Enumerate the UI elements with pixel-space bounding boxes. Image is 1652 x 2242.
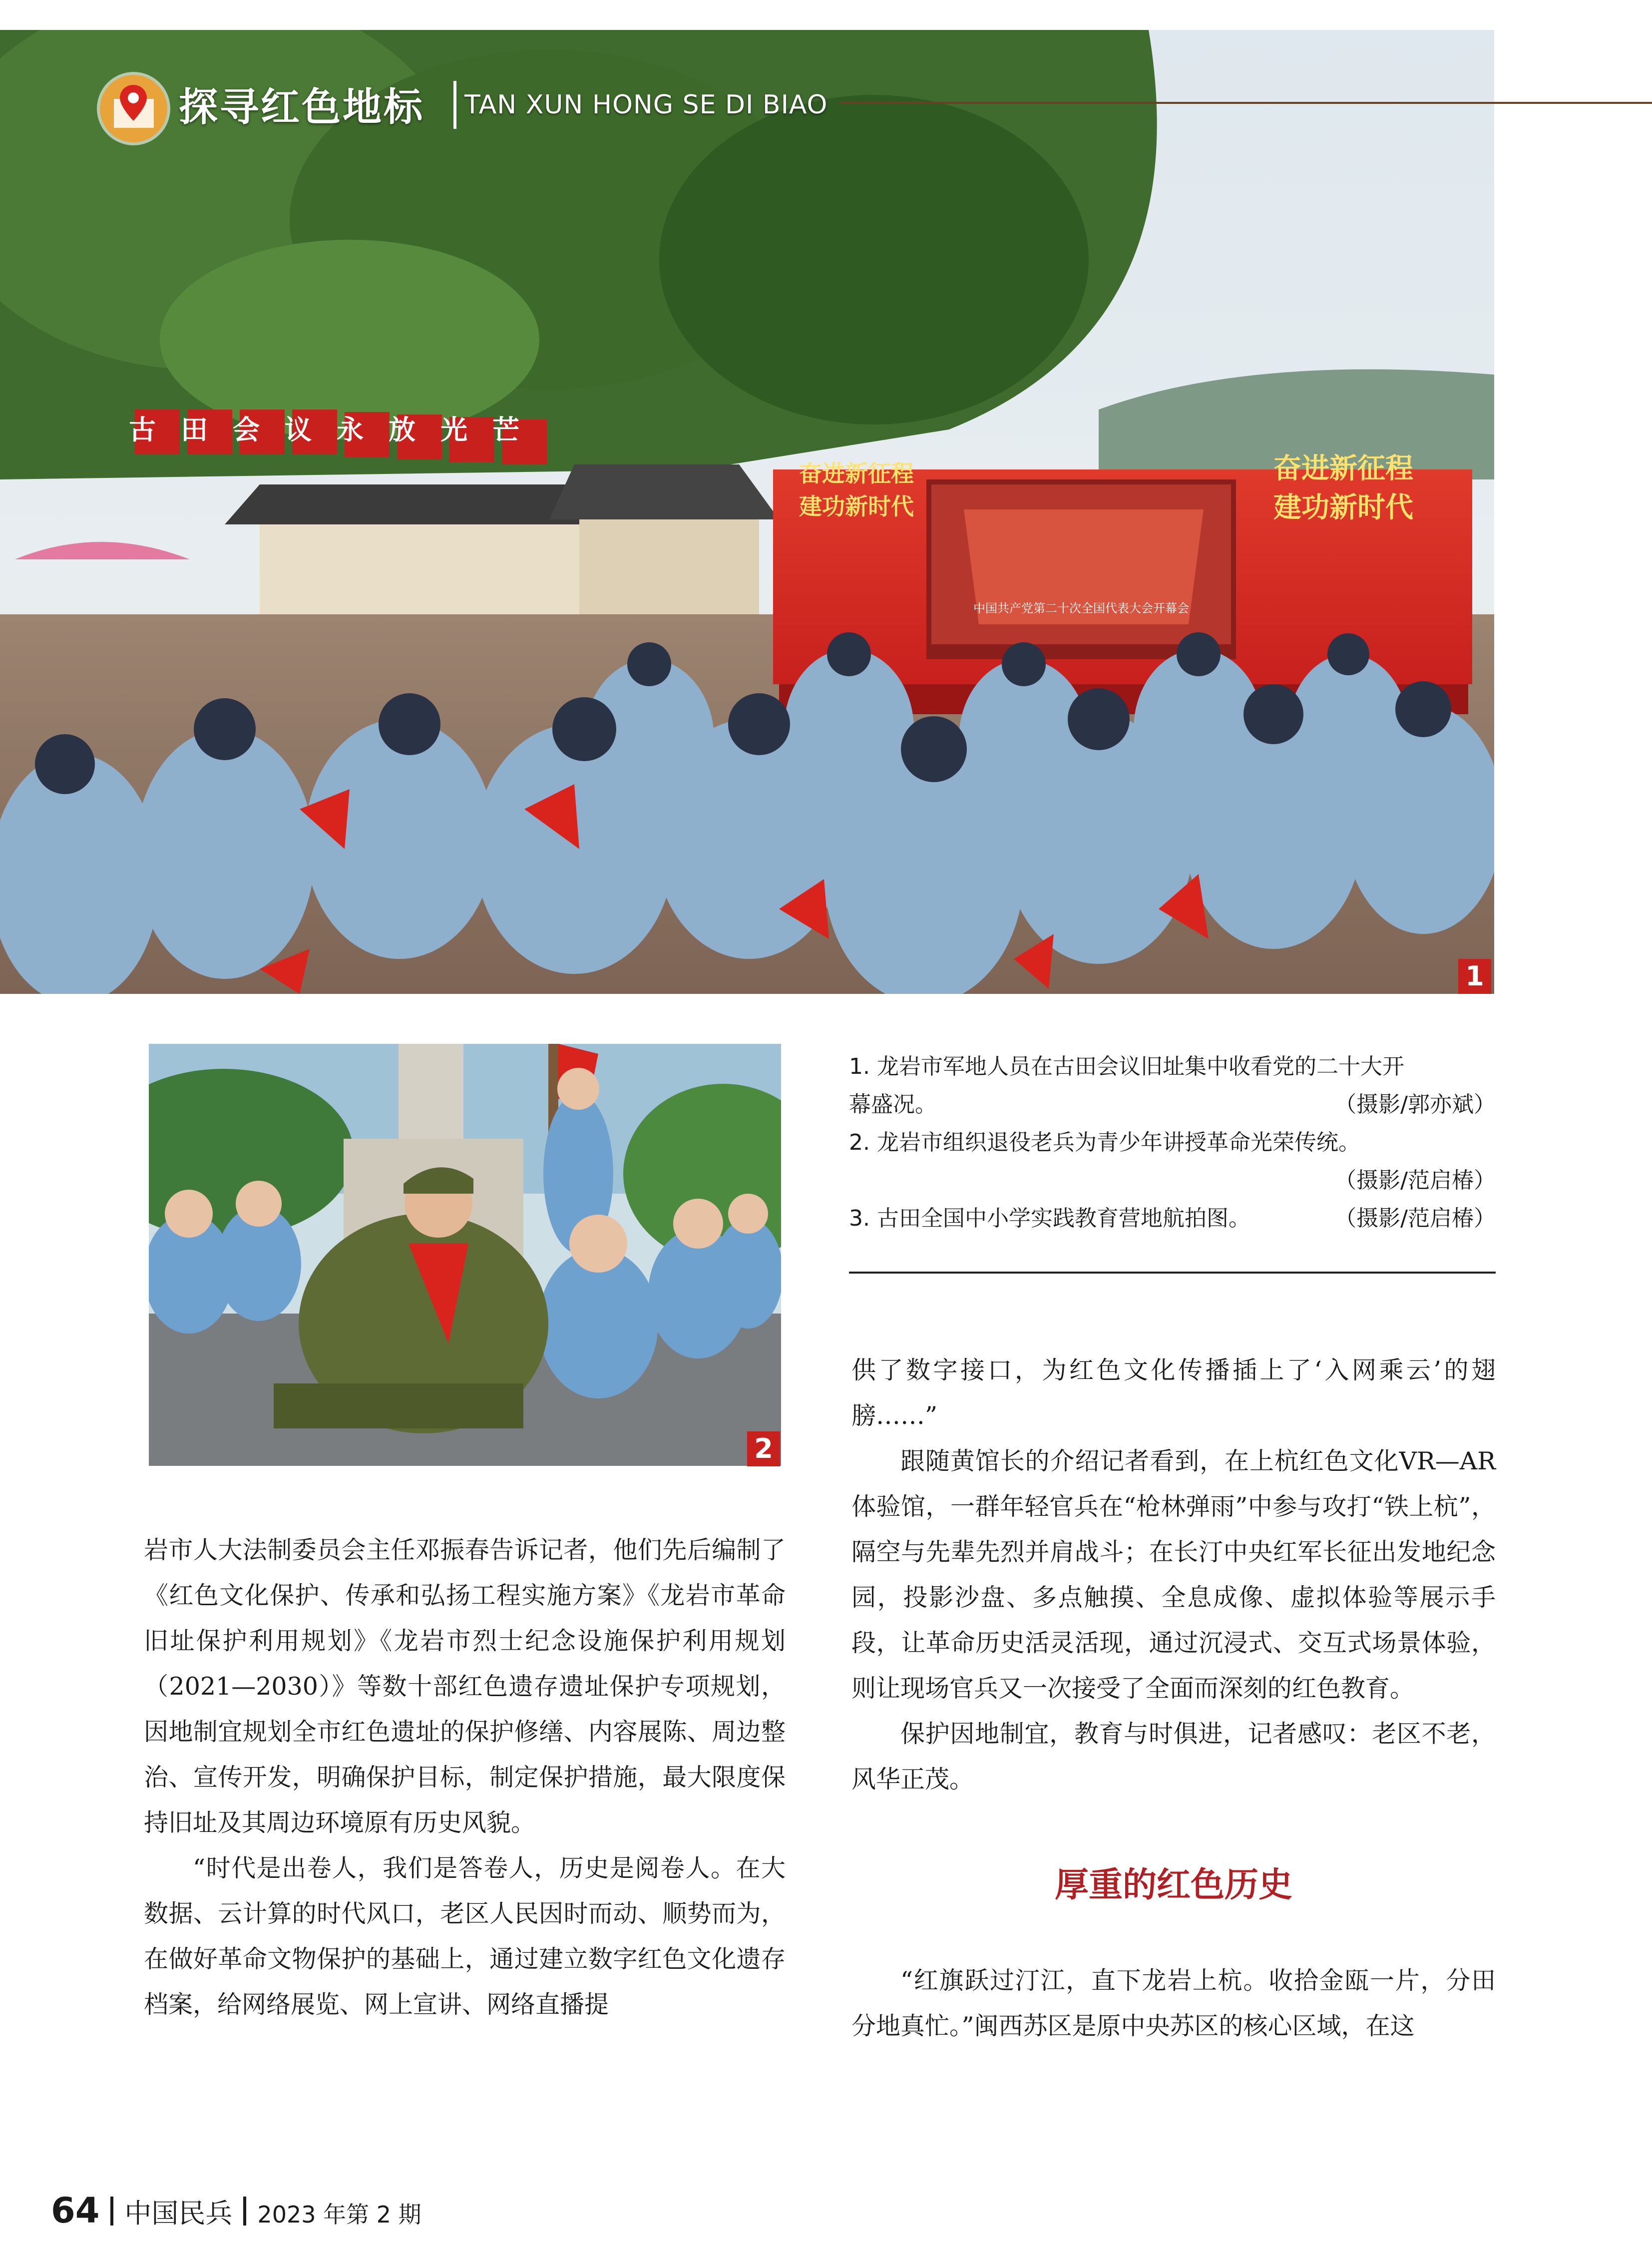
body-paragraph: 跟随黄馆长的介绍记者看到，在上杭红色文化VR—AR体验馆，一群年轻官兵在“枪林弹雨”中参与攻打“铁上杭”，隔空与先辈先烈并肩战斗；在长汀中央红军长征出发地纪念园，投影沙盘、多点触摸、全息成像、虚拟体验等展示手段，让革命历史活灵活现，通过沉浸式、交互式场景体验，则让现场官兵又一次接受了全面而深刻的红色教育。 — [851, 1447, 1496, 1703]
section-subheading: 厚重的红色历史 — [1054, 1865, 1292, 1905]
footer-divider — [110, 2197, 113, 2226]
title-divider — [453, 81, 456, 129]
screen-caption: 中国共产党第二十次全国代表大会开幕会 — [973, 601, 1189, 615]
body-column-right — [851, 1347, 1496, 1802]
body-column-left — [144, 1527, 786, 2027]
caption-1-credit: （摄影/郭亦斌） — [1334, 1092, 1496, 1117]
screen-slogan-right — [1258, 449, 1428, 527]
body-column-right-continued — [851, 1958, 1496, 2049]
screen-slogan-left — [792, 457, 921, 523]
body-paragraph: 供了数字接口，为红色文化传播插上了‘入网乘云’的翅膀……” — [851, 1356, 1496, 1430]
caption-rule — [849, 1272, 1496, 1274]
screen-slogan-left-line2: 建功新时代 — [799, 493, 914, 520]
body-paragraph: “红旗跃过汀江，直下龙岩上杭。收拾金瓯一片，分田分地真忙。”闽西苏区是原中央苏区的核心区域，在这 — [851, 1966, 1496, 2040]
header-rule — [839, 102, 1652, 104]
screen-slogan-right-line2: 建功新时代 — [1273, 491, 1413, 524]
magazine-name: 中国民兵 — [124, 2198, 233, 2229]
map-pin-icon — [100, 75, 167, 142]
caption-1-line1: 1. 龙岩市军地人员在古田会议旧址集中收看党的二十大开 — [849, 1054, 1404, 1079]
caption-3-credit: （摄影/范启椿） — [1334, 1206, 1496, 1231]
page-number: 64 — [51, 2190, 100, 2231]
caption-2-line1: 2. 龙岩市组织退役老兵为青少年讲授革命光荣传统。 — [849, 1130, 1360, 1155]
footer-divider — [243, 2197, 246, 2226]
screen-slogan-left-line1: 奋进新征程 — [799, 460, 914, 487]
caption-2-credit: （摄影/范启椿） — [1334, 1168, 1496, 1193]
caption-3-line1: 3. 古田全国中小学实践教育营地航拍图。 — [849, 1206, 1250, 1231]
photo-number-badge: 1 — [1458, 959, 1491, 994]
issue-label: 2023 年第 2 期 — [257, 2201, 421, 2228]
caption-3-row — [849, 1200, 1496, 1238]
photo-number-badge-2: 2 — [747, 1431, 780, 1466]
caption-1-row2 — [849, 1086, 1496, 1124]
veteran-photo — [149, 1044, 781, 1466]
photo-captions — [849, 1048, 1496, 1238]
caption-1-line2: 幕盛况。 — [849, 1092, 937, 1117]
body-paragraph: “时代是出卷人，我们是答卷人，历史是阅卷人。在大数据、云计算的时代风口，老区人民因时而动、顺势而为，在做好革命文物保护的基础上，通过建立数字红色文化遗存档案，给网络展览、网上宣讲、网络直播提 — [144, 1854, 786, 2019]
screen-slogan-right-line1: 奋进新征程 — [1273, 452, 1413, 485]
site-sign-text: 古田会议永放光芒 — [129, 414, 544, 446]
page-footer — [51, 2190, 421, 2231]
section-title: 探寻红色地标 — [179, 85, 425, 130]
veteran-photo-illustration — [149, 1044, 781, 1466]
body-paragraph: 保护因地制宜，教育与时俱进，记者感叹：老区不老，风华正茂。 — [851, 1720, 1496, 1794]
section-pinyin: TAN XUN HONG SE DI BIAO — [464, 90, 828, 120]
body-paragraph: 岩市人大法制委员会主任邓振春告诉记者，他们先后编制了《红色文化保护、传承和弘扬工程实施方案》《龙岩市革命旧址保护利用规划》《龙岩市烈士纪念设施保护利用规划（2021—2030）》等数十部红色遗存遗址保护专项规划，因地制宜规划全市红色遗址的保护修缮、内容展陈、周边整治、宣传开发，明确保护目标，制定保护措施，最大限度保持旧址及其周边环境原有历史风貌。 — [144, 1536, 786, 1837]
